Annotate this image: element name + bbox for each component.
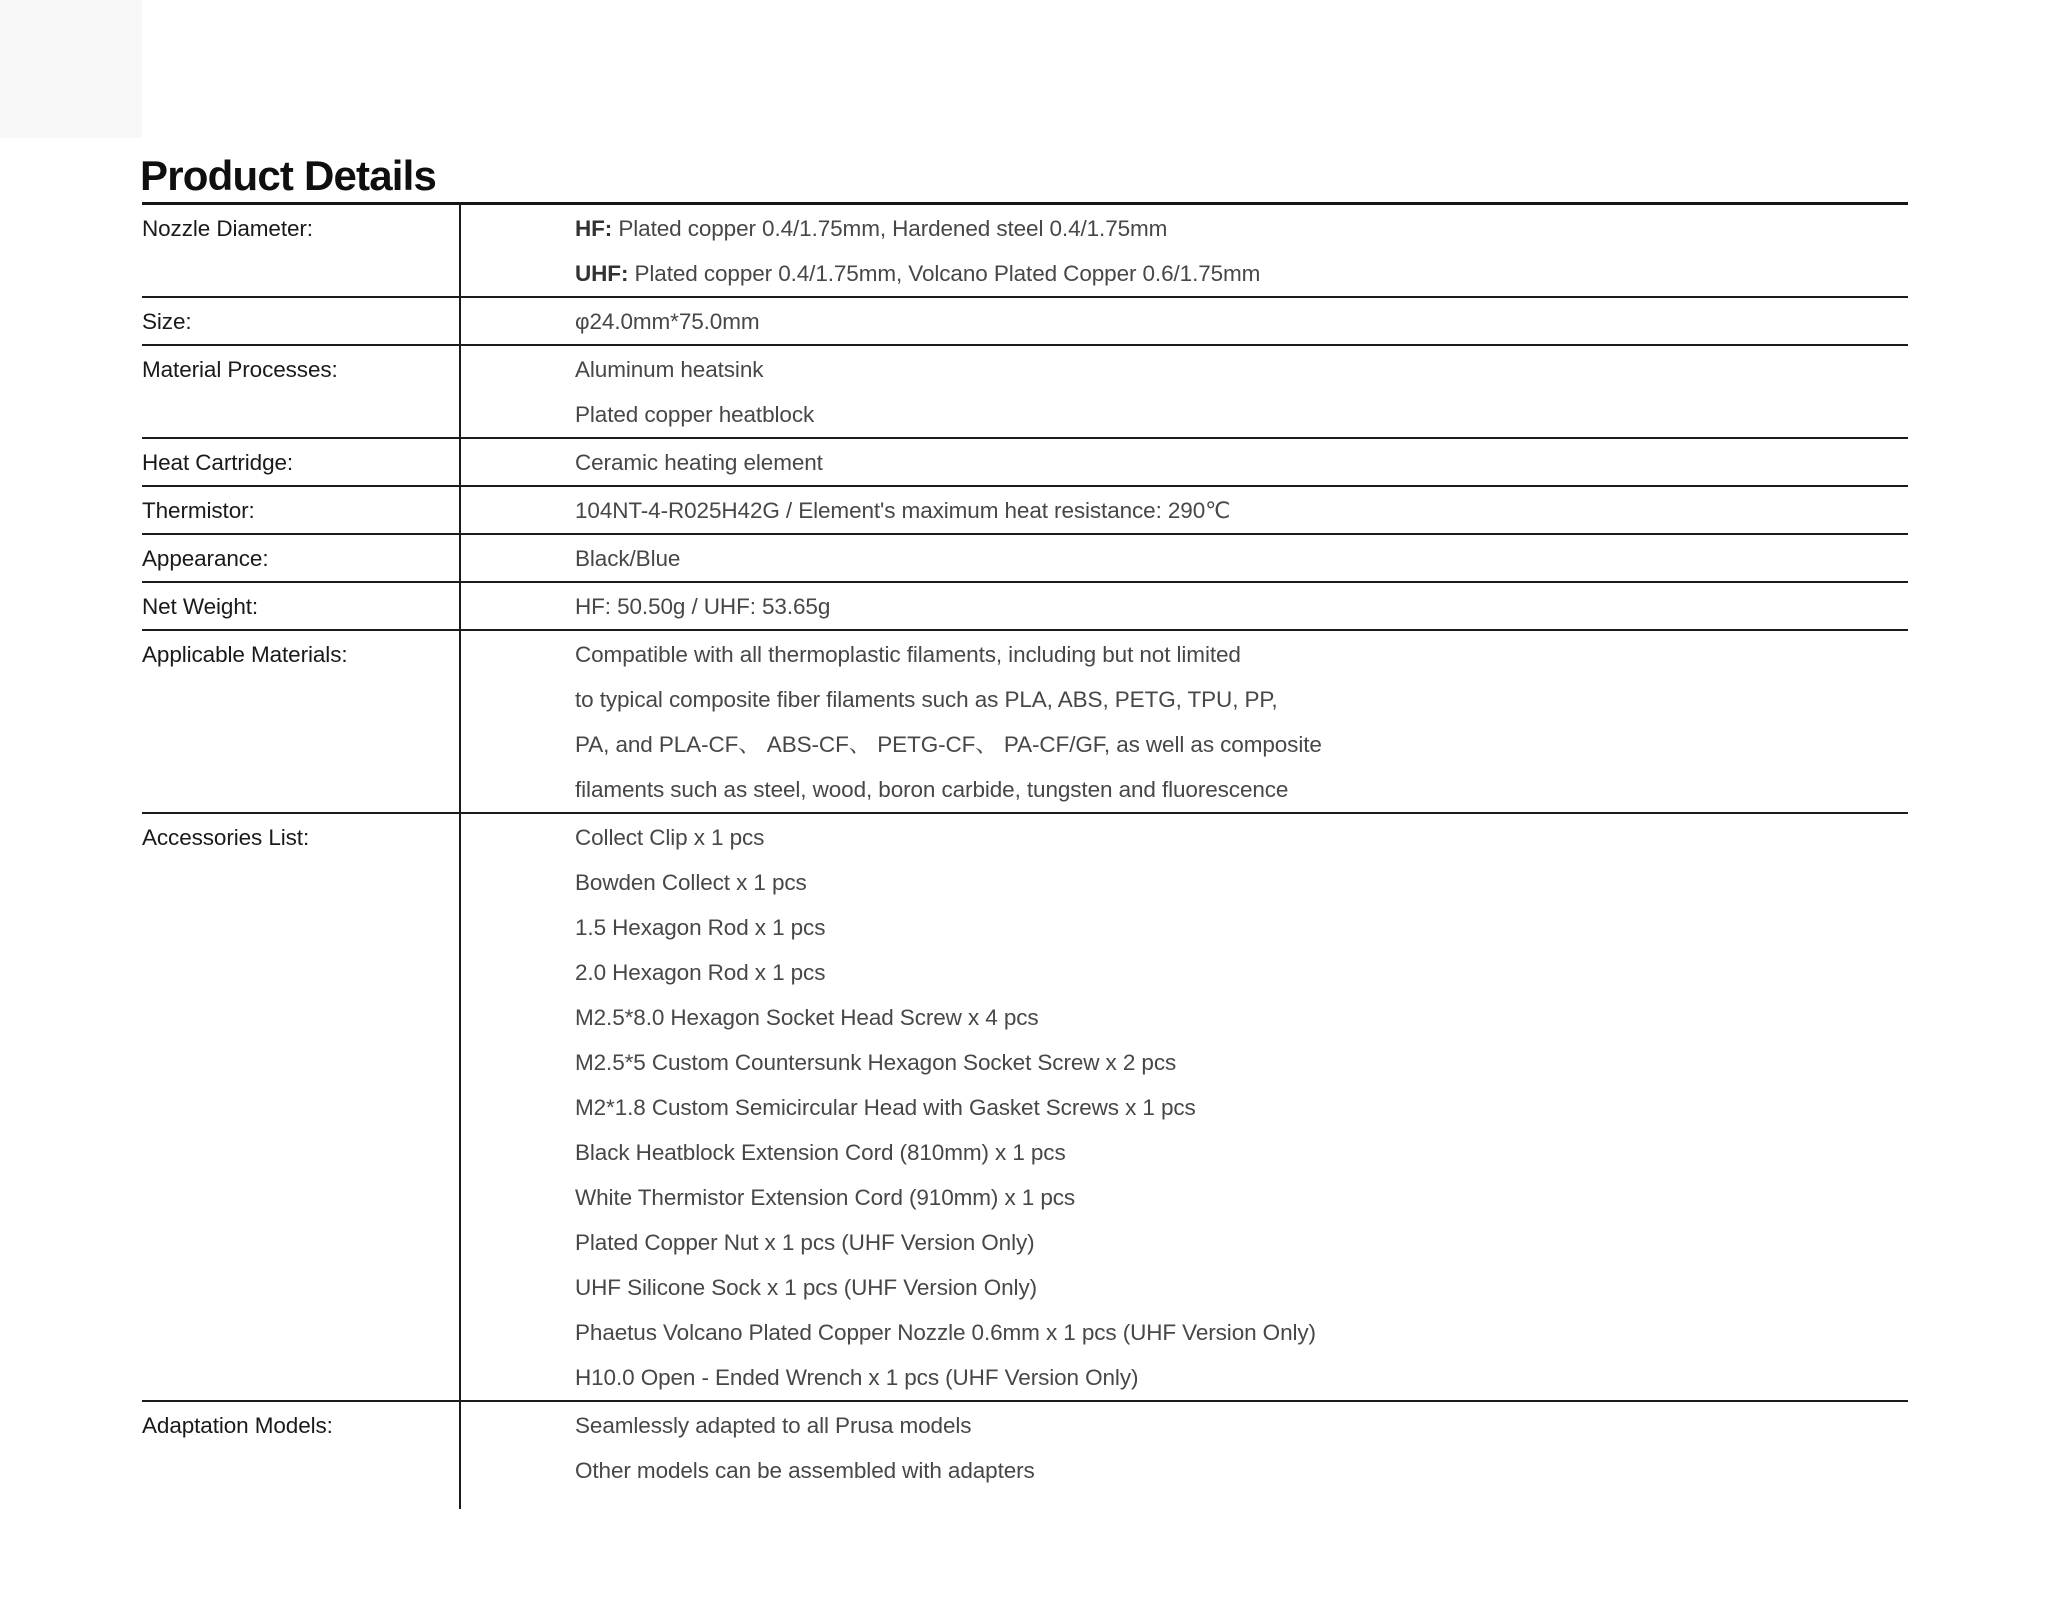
value-line: Phaetus Volcano Plated Copper Nozzle 0.6mm x 1 pcs (UHF Version Only) bbox=[575, 1320, 1316, 1345]
value-line: UHF Silicone Sock x 1 pcs (UHF Version Only) bbox=[575, 1275, 1037, 1300]
row-value bbox=[459, 631, 1908, 812]
row-label: Net Weight: bbox=[142, 594, 259, 619]
variant-prefix: UHF: bbox=[575, 261, 629, 286]
value-line: φ24.0mm*75.0mm bbox=[575, 309, 760, 334]
row-size bbox=[142, 298, 1908, 346]
value-line: Aluminum heatsink bbox=[575, 357, 764, 382]
row-label: Thermistor: bbox=[142, 498, 255, 523]
value-line: filaments such as steel, wood, boron carbide, tungsten and fluorescence bbox=[575, 777, 1289, 802]
value-line: Ceramic heating element bbox=[575, 450, 823, 475]
value-line: M2*1.8 Custom Semicircular Head with Gasket Screws x 1 pcs bbox=[575, 1095, 1196, 1120]
value-line: Black Heatblock Extension Cord (810mm) x 1 pcs bbox=[575, 1140, 1066, 1165]
value-line: 2.0 Hexagon Rod x 1 pcs bbox=[575, 960, 826, 985]
value-line: Black/Blue bbox=[575, 546, 681, 571]
corner-decorative-block bbox=[0, 0, 142, 138]
value-line: Compatible with all thermoplastic filaments, including but not limited bbox=[575, 642, 1241, 667]
row-label: Accessories List: bbox=[142, 825, 310, 850]
value-line: HF: 50.50g / UHF: 53.65g bbox=[575, 594, 831, 619]
value-line: Bowden Collect x 1 pcs bbox=[575, 870, 807, 895]
row-value bbox=[459, 1402, 1908, 1509]
row-value bbox=[459, 205, 1908, 296]
value-line: to typical composite fiber filaments such as PLA, ABS, PETG, TPU, PP, bbox=[575, 687, 1278, 712]
product-spec-table bbox=[142, 202, 1908, 1509]
row-value bbox=[459, 814, 1908, 1400]
value-line: M2.5*8.0 Hexagon Socket Head Screw x 4 pcs bbox=[575, 1005, 1039, 1030]
row-heat-cartridge bbox=[142, 439, 1908, 487]
page-title: Product Details bbox=[140, 152, 437, 200]
row-value bbox=[459, 298, 1908, 344]
row-label: Heat Cartridge: bbox=[142, 450, 294, 475]
value-line: White Thermistor Extension Cord (910mm) x 1 pcs bbox=[575, 1185, 1076, 1210]
row-value bbox=[459, 346, 1908, 437]
row-label: Adaptation Models: bbox=[142, 1413, 333, 1438]
variant-prefix: HF: bbox=[575, 216, 613, 241]
value-line: PA, and PLA-CF、 ABS-CF、 PETG-CF、 PA-CF/GF, as well as composite bbox=[575, 732, 1322, 757]
row-accessories-list bbox=[142, 814, 1908, 1402]
row-label: Nozzle Diameter: bbox=[142, 216, 313, 241]
value-line bbox=[575, 251, 1908, 296]
row-net-weight bbox=[142, 583, 1908, 631]
row-value bbox=[459, 583, 1908, 629]
value-text: Plated copper 0.4/1.75mm, Hardened steel 0.4/1.75mm bbox=[618, 216, 1168, 241]
value-line: Other models can be assembled with adapters bbox=[575, 1458, 1035, 1483]
row-label: Material Processes: bbox=[142, 357, 338, 382]
row-value bbox=[459, 535, 1908, 581]
row-label: Applicable Materials: bbox=[142, 642, 348, 667]
value-line: Plated Copper Nut x 1 pcs (UHF Version Only) bbox=[575, 1230, 1035, 1255]
row-thermistor bbox=[142, 487, 1908, 535]
row-nozzle-diameter bbox=[142, 205, 1908, 298]
value-line: 1.5 Hexagon Rod x 1 pcs bbox=[575, 915, 826, 940]
row-label: Size: bbox=[142, 309, 192, 334]
value-line bbox=[575, 206, 1908, 251]
value-text: Plated copper 0.4/1.75mm, Volcano Plated Copper 0.6/1.75mm bbox=[634, 261, 1261, 286]
value-line: H10.0 Open - Ended Wrench x 1 pcs (UHF Version Only) bbox=[575, 1365, 1139, 1390]
row-applicable-materials bbox=[142, 631, 1908, 814]
value-line: M2.5*5 Custom Countersunk Hexagon Socket Screw x 2 pcs bbox=[575, 1050, 1177, 1075]
value-line: 104NT-4-R025H42G / Element's maximum heat resistance: 290℃ bbox=[575, 498, 1231, 523]
value-line: Collect Clip x 1 pcs bbox=[575, 825, 765, 850]
row-adaptation-models bbox=[142, 1402, 1908, 1509]
row-material-processes bbox=[142, 346, 1908, 439]
row-value bbox=[459, 487, 1908, 533]
value-line: Plated copper heatblock bbox=[575, 402, 815, 427]
value-line: Seamlessly adapted to all Prusa models bbox=[575, 1413, 972, 1438]
row-value bbox=[459, 439, 1908, 485]
row-label: Appearance: bbox=[142, 546, 269, 571]
row-appearance bbox=[142, 535, 1908, 583]
